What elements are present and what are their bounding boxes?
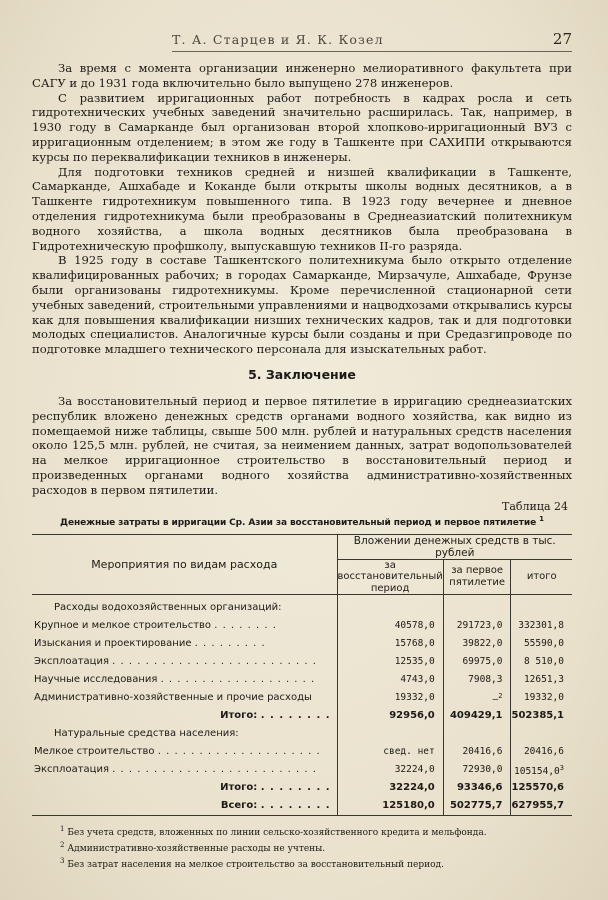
cell: 32224,0: [337, 779, 443, 797]
cell: 502385,1: [511, 707, 572, 725]
running-title: Т. А. Старцев и Я. К. Козел: [172, 32, 384, 47]
footnote: $^1$ Без учета средств, вложенных по линии сельско-хозяйственного кредита и мельфонда.: [60, 825, 487, 839]
cell: 332301,8: [511, 617, 572, 635]
cell: 72930,0: [443, 761, 511, 779]
row-label: Административно-хозяйственные и прочие расходы: [34, 692, 312, 704]
cell: 15768,0: [337, 635, 443, 653]
row-label: Крупное и мелкое строительство: [34, 620, 212, 632]
cell: 7908,3: [443, 671, 511, 689]
section-paragraph: За восстановительный период и первое пятилетие в ирригацию среднеазиатских республик вложено денежных средств органами водного хозяйства, как видно из помещаемой ниже таблицы, свыше 500 млн. рублей и натуральных средств населения около 125,5 млн. рублей, не считая, за неимением данных, затрат водопользователей на мелкое ирригационное строительство в восстановительный период и произведенных органами водного хозяйства административно-хозяйственных расходов в первом пятилетии.: [32, 393, 572, 497]
cell: свед. нет: [337, 743, 443, 761]
paragraph: За время с момента организации инженерно мелиоративного факультета при САГУ и до 1931 года включительно было выпущено 278 инженеров.: [32, 61, 572, 90]
table-row: Эксплоатация . . . . . . . . . . . . . . . . . . . . . . . . . 32224,0 72930,0 105154,0$^3$: [32, 761, 572, 779]
paragraph: Для подготовки техников средней и низшей квалификации в Ташкенте, Самарканде, Ашхабаде и Коканде были открыты школы водных десятников, а в Ташкенте гидротехникум повышенного типа. В 1923 году вечернее и дневное отделения гидротехникума были преобразованы в Среднеазиатский политехникум водного хозяйства, а школа водных десятников была преобразована в Гидротехническую профшколу, выпускавшую техников II-го разряда.: [32, 164, 572, 253]
cell: 19332,0: [337, 689, 443, 707]
row-label: Итого: . . . . . . . .: [220, 710, 331, 722]
cell: —$^2$: [443, 689, 511, 707]
cell: 627955,7: [511, 797, 572, 816]
cell: 19332,0: [511, 689, 572, 707]
caption-footnote-mark: 1: [539, 514, 544, 523]
row-label: Всего: . . . . . . . .: [220, 800, 331, 812]
table-caption: [32, 515, 572, 528]
footnote: $^2$ Административно-хозяйственные расходы не учтены.: [60, 841, 326, 855]
cell: 32224,0: [337, 761, 443, 779]
cell: 39822,0: [443, 635, 511, 653]
footnote: $^3$ Без затрат населения на мелкое строительство за восстановительный период.: [60, 857, 444, 871]
row-label: Мелкое строительство: [34, 746, 155, 758]
cell: 409429,1: [443, 707, 511, 725]
cell: 92956,0: [337, 707, 443, 725]
table-row: [32, 689, 572, 707]
cell-footnote-mark: 3: [559, 764, 564, 773]
row-label: Эксплоатация: [34, 656, 109, 668]
table-row: Крупное и мелкое строительство . . . . . . . . 40578,0 291723,0 332301,8: [32, 617, 572, 635]
page-header: [172, 30, 572, 52]
section-title: 5. Заключение: [248, 366, 356, 382]
table-caption-text: Денежные затраты в ирригации Ср. Азии за восстановительный период и первое пятилетие: [60, 517, 537, 528]
table-label: Таблица 24: [502, 499, 568, 513]
cell: 20416,6: [511, 743, 572, 761]
cell: 20416,6: [443, 743, 511, 761]
cell: 105154,0$^3$: [511, 761, 572, 779]
subtotal-row: [32, 779, 572, 797]
row-label: Эксплоатация: [34, 764, 109, 776]
footnotes: [32, 823, 572, 871]
header-group: Вложении денежных средств в тыс. рублей: [337, 534, 572, 559]
cell: 40578,0: [337, 617, 443, 635]
cell: 125180,0: [337, 797, 443, 816]
section-heading: Расходы водохозяйственных организаций:: [54, 602, 282, 614]
column-header: за восстановительный период: [337, 559, 443, 594]
cell: 93346,6: [443, 779, 511, 797]
table-row: Изыскания и проектирование . . . . . . . . . 15768,0 39822,0 55590,0: [32, 635, 572, 653]
row-label: Итого: . . . . . . . .: [220, 782, 331, 794]
table-row: Мелкое строительство . . . . . . . . . . . . . . . . . . . . свед. нет 20416,6 20416,6: [32, 743, 572, 761]
paragraph: В 1925 году в составе Ташкентского политехникума было открыто отделение квалифицированных рабочих; в городах Самарканде, Мирзачуле, Ашхабаде, Фрунзе были организованы гидротехникумы. Кроме перечисленной стационарной сети учебных заведений, строительными управлениями и нацводхозами открывались курсы как для повышения квалификации низших технических кадров, так и для подготовки молодых специалистов. Аналогичные курсы были созданы и при Средазгипроводе по подготовке младшего технического персонала для изыскательных работ.: [32, 253, 572, 357]
subtotal-row: [32, 707, 572, 725]
cell: 69975,0: [443, 653, 511, 671]
row-label: Изыскания и проектирование: [34, 638, 192, 650]
row-label: Научные исследования: [34, 674, 158, 686]
cell: 12651,3: [511, 671, 572, 689]
cell: 8 510,0: [511, 653, 572, 671]
column-header: за первое пятилетие: [443, 559, 511, 595]
cell: 55590,0: [511, 635, 572, 653]
cell-footnote-mark: 2: [498, 692, 503, 701]
cell: 12535,0: [337, 653, 443, 671]
page-number: 27: [552, 30, 572, 48]
expenses-table: [32, 534, 572, 817]
column-header: итого: [511, 559, 572, 595]
header-left: Мероприятия по видам расхода: [91, 557, 278, 571]
cell: 125570,6: [511, 779, 572, 797]
paragraph: С развитием ирригационных работ потребность в кадрах росла и сеть гидротехнических учебных заведений значительно расширилась. Так, например, в 1930 году в Самарканде был организован второй хлопково-ирригационный ВУЗ с ирригационным отделением; в этом же году в Ташкенте при САХИПИ открываются курсы по переквалификации техников в инженеры.: [32, 90, 572, 164]
table-row: Научные исследования . . . . . . . . . . . . . . . . . . . 4743,0 7908,3 12651,3: [32, 671, 572, 689]
section-heading: Натуральные средства населения:: [54, 728, 239, 740]
cell: 291723,0: [443, 617, 511, 635]
table-row: Эксплоатация . . . . . . . . . . . . . . . . . . . . . . . . . 12535,0 69975,0 8 510,0: [32, 653, 572, 671]
cell: 502775,7: [443, 797, 511, 816]
grand-total-row: [32, 797, 572, 816]
cell: 4743,0: [337, 671, 443, 689]
